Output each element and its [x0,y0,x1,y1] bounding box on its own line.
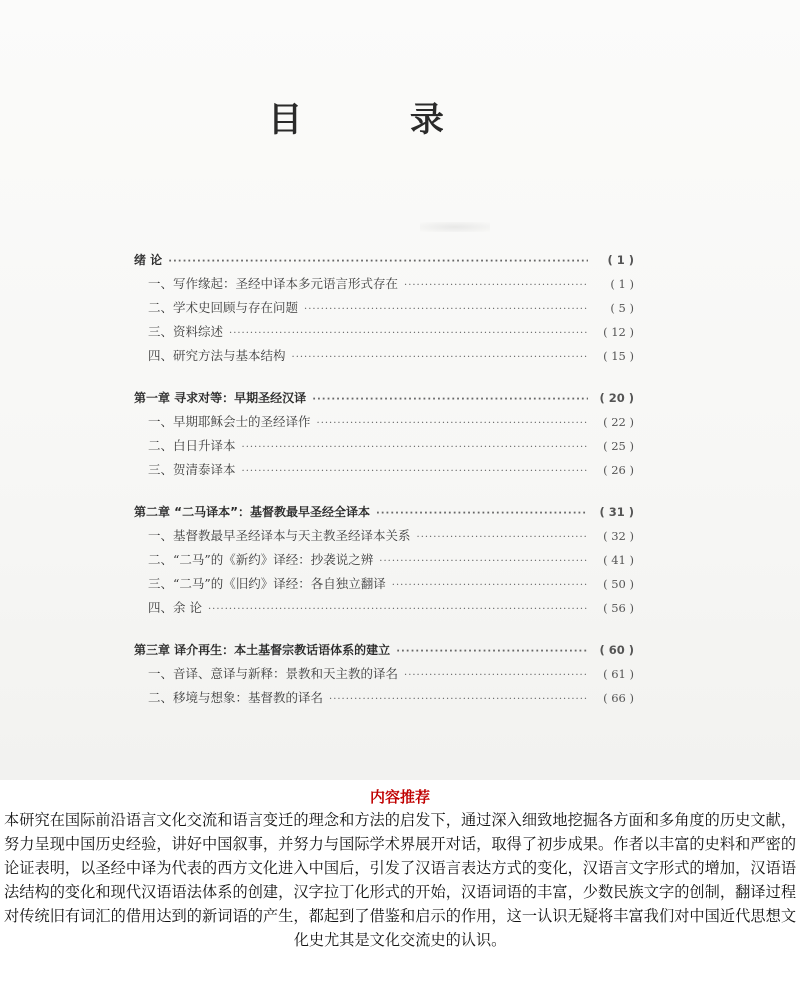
toc-entry-page: ( 61 ) [603,667,634,681]
toc-entry-section [134,596,634,620]
toc-entry-label: 二、白日升译本 [148,438,236,453]
toc-entry-section [134,272,634,296]
toc-entry-label: 第一章 寻求对等：早期圣经汉译 [134,391,307,405]
toc-entry-label: 二、学术史回顾与存在问题 [148,300,299,315]
toc-entry-section [134,296,634,320]
toc-entry-section [134,458,634,482]
toc-entry-page: ( 66 ) [603,691,634,705]
leader-dots [168,250,588,274]
toc-entry-label: 第三章 译介再生：本土基督宗教话语体系的建立 [134,643,391,657]
leader-dots [396,640,588,664]
toc-entry-page: ( 32 ) [603,529,634,543]
toc-entry-chapter [134,638,634,662]
toc-entry-section [134,662,634,686]
toc-entry-chapter [134,386,634,410]
toc-entry-label: 第二章 “二马译本”：基督教最早圣经全译本 [134,505,370,519]
toc-entry-label: 绪 论 [134,253,163,267]
toc-entry-section [134,434,634,458]
leader-dots [229,322,588,346]
toc-entry-page: ( 25 ) [603,439,634,453]
toc-entry-section [134,410,634,434]
toc-entry-section [134,548,634,572]
leader-dots [242,436,588,460]
spacer [134,620,634,638]
scan-smudge [420,222,490,232]
toc-entry-section [134,320,634,344]
toc-entry-label: 一、早期耶稣会士的圣经译作 [148,414,311,429]
toc-entry-page: ( 22 ) [603,415,634,429]
toc-entry-page: ( 1 ) [610,277,634,291]
toc-title: 目 录 [268,100,492,140]
toc-entry-label: 二、移境与想象：基督教的译名 [148,690,324,705]
toc-entry-page: ( 12 ) [603,325,634,339]
toc-entry-page: ( 31 ) [599,505,634,519]
leader-dots [317,412,588,436]
toc-entry-label: 四、余 论 [148,600,202,615]
toc-entry-page: ( 5 ) [610,301,634,315]
toc-entry-chapter [134,248,634,272]
toc-entry-label: 四、研究方法与基本结构 [148,348,286,363]
toc-entry-label: 二、“二马”的《新约》译经：抄袭说之辨 [148,552,374,567]
toc-entry-chapter [134,500,634,524]
toc-entry-section [134,572,634,596]
toc-entry-page: ( 60 ) [599,643,634,657]
toc-entry-page: ( 50 ) [603,577,634,591]
spacer [134,482,634,500]
toc-entry-label: 三、“二马”的《旧约》译经：各自独立翻译 [148,576,386,591]
leader-dots [392,574,588,598]
leader-dots [404,274,588,298]
spacer [134,368,634,386]
leader-dots [376,502,588,526]
leader-dots [404,664,588,688]
leader-dots [312,388,588,412]
toc-entry-page: ( 56 ) [603,601,634,615]
leader-dots [304,298,588,322]
toc-entry-page: ( 26 ) [603,463,634,477]
toc-entry-page: ( 41 ) [603,553,634,567]
leader-dots [417,526,588,550]
leader-dots [208,598,588,622]
toc-entry-section [134,344,634,368]
toc-entry-page: ( 1 ) [607,253,634,267]
leader-dots [292,346,588,370]
toc-entry-section [134,686,634,710]
toc-entry-page: ( 20 ) [599,391,634,405]
leader-dots [329,688,588,712]
toc-entry-page: ( 15 ) [603,349,634,363]
toc-list [134,248,634,710]
recommendation-heading: 内容推荐 [369,788,430,806]
toc-entry-label: 三、贺清泰译本 [148,462,236,477]
toc-entry-label: 一、音译、意译与新释：景教和天主教的译名 [148,666,399,681]
toc-entry-label: 三、资料综述 [148,324,224,339]
recommendation-body: 本研究在国际前沿语言文化交流和语言变迁的理念和方法的启发下，通过深入细致地挖掘各方面和多角度的历史文献，努力呈现中国历史经验，讲好中国叙事，并努力与国际学术界展开对话，取得了初步成果。作者以丰富的史料和严密的论证表明，以圣经中译为代表的西方文化进入中国后，引发了汉语言表达方式的变化，汉语言文字形式的增加，汉语语法结构的变化和现代汉语语法体系的创建，汉字拉丁化形式的开始，汉语词语的丰富，少数民族文字的创制，翻译过程对传统旧有词汇的借用达到的新词语的产生，都起到了借鉴和启示的作用，这一认识无疑将丰富我们对中国近代思想文化史尤其是文化交流史的认识。 [4,811,796,949]
toc-entry-label: 一、写作缘起：圣经中译本多元语言形式存在 [148,276,399,291]
leader-dots [379,550,588,574]
toc-entry-label: 一、基督教最早圣经译本与天主教圣经译本关系 [148,528,411,543]
toc-entry-section [134,524,634,548]
leader-dots [242,460,588,484]
